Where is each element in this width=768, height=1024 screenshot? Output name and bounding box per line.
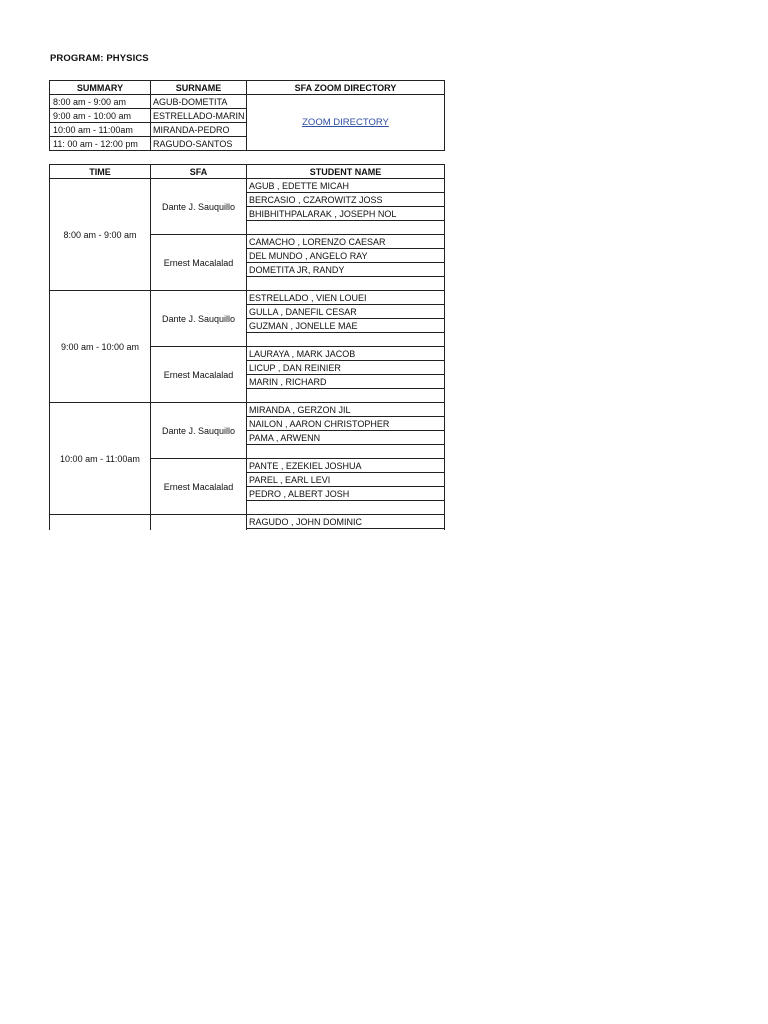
student-name-cell: DEL MUNDO , ANGELO RAY bbox=[247, 249, 445, 263]
student-name-cell: DOMETITA JR, RANDY bbox=[247, 263, 445, 277]
student-name-cell: PAREL , EARL LEVI bbox=[247, 473, 445, 487]
sfa-cell: Ernest Macalalad bbox=[151, 235, 247, 291]
summary-header-zoom: SFA ZOOM DIRECTORY bbox=[247, 81, 445, 95]
student-name-cell: PAMA , ARWENN bbox=[247, 431, 445, 445]
summary-time-cell: 8:00 am - 9:00 am bbox=[50, 95, 151, 109]
summary-surname-cell: ESTRELLADO-MARIN bbox=[151, 109, 247, 123]
time-slot-cell: 10:00 am - 11:00am bbox=[50, 403, 151, 515]
summary-time-cell: 9:00 am - 10:00 am bbox=[50, 109, 151, 123]
sfa-cell: Dante J. Sauquillo bbox=[151, 291, 247, 347]
student-name-cell: MARIN , RICHARD bbox=[247, 375, 445, 389]
summary-surname-cell: RAGUDO-SANTOS bbox=[151, 137, 247, 151]
sfa-cell: Dante J. Sauquillo bbox=[151, 403, 247, 459]
summary-row bbox=[50, 95, 445, 109]
student-name-cell: CAMACHO , LORENZO CAESAR bbox=[247, 235, 445, 249]
sfa-cell: Ernest Macalalad bbox=[151, 347, 247, 403]
student-name-cell: PANTE , EZEKIEL JOSHUA bbox=[247, 459, 445, 473]
table-row bbox=[50, 291, 445, 305]
student-name-cell: PEDRO , ALBERT JOSH bbox=[247, 487, 445, 501]
student-name-cell bbox=[247, 277, 445, 291]
sfa-cell: Dante J. Sauquillo bbox=[151, 179, 247, 235]
student-name-cell bbox=[247, 501, 445, 515]
time-slot-cell: 8:00 am - 9:00 am bbox=[50, 179, 151, 291]
roster-header-time: TIME bbox=[50, 165, 151, 179]
roster-header-row bbox=[50, 165, 445, 179]
sfa-cell: Ernest Macalalad bbox=[151, 459, 247, 515]
summary-time-cell: 11: 00 am - 12:00 pm bbox=[50, 137, 151, 151]
student-name-cell: RAGUDO , JOHN DOMINIC bbox=[247, 515, 445, 529]
student-name-cell: LAURAYA , MARK JACOB bbox=[247, 347, 445, 361]
student-name-cell: AGUB , EDETTE MICAH bbox=[247, 179, 445, 193]
time-slot-cell: 9:00 am - 10:00 am bbox=[50, 291, 151, 403]
student-name-cell: LICUP , DAN REINIER bbox=[247, 361, 445, 375]
student-name-cell: NAILON , AARON CHRISTOPHER bbox=[247, 417, 445, 431]
program-title: PROGRAM: PHYSICS bbox=[50, 53, 149, 64]
summary-surname-cell: MIRANDA-PEDRO bbox=[151, 123, 247, 137]
summary-header-summary: SUMMARY bbox=[50, 81, 151, 95]
student-name-cell: GUZMAN , JONELLE MAE bbox=[247, 319, 445, 333]
roster-header-sfa: SFA bbox=[151, 165, 247, 179]
summary-table bbox=[49, 80, 445, 151]
student-name-cell: BERCASIO , CZAROWITZ JOSS bbox=[247, 193, 445, 207]
summary-header-row bbox=[50, 81, 445, 95]
student-name-cell bbox=[247, 333, 445, 347]
student-name-cell bbox=[247, 221, 445, 235]
table-row bbox=[50, 515, 445, 529]
zoom-directory-cell bbox=[247, 95, 445, 151]
table-row bbox=[50, 403, 445, 417]
student-name-cell bbox=[247, 389, 445, 403]
student-name-cell: GULLA , DANEFIL CESAR bbox=[247, 305, 445, 319]
student-name-cell: BHIBHITHPALARAK , JOSEPH NOL bbox=[247, 207, 445, 221]
student-name-cell: MIRANDA , GERZON JIL bbox=[247, 403, 445, 417]
student-name-cell: ESTRELLADO , VIEN LOUEI bbox=[247, 291, 445, 305]
summary-header-surname: SURNAME bbox=[151, 81, 247, 95]
student-name-cell bbox=[247, 445, 445, 459]
zoom-directory-link[interactable]: ZOOM DIRECTORY bbox=[302, 117, 389, 128]
roster-header-student: STUDENT NAME bbox=[247, 165, 445, 179]
summary-time-cell: 10:00 am - 11:00am bbox=[50, 123, 151, 137]
summary-surname-cell: AGUB-DOMETITA bbox=[151, 95, 247, 109]
table-row bbox=[50, 179, 445, 193]
page-break-gap bbox=[0, 530, 768, 645]
